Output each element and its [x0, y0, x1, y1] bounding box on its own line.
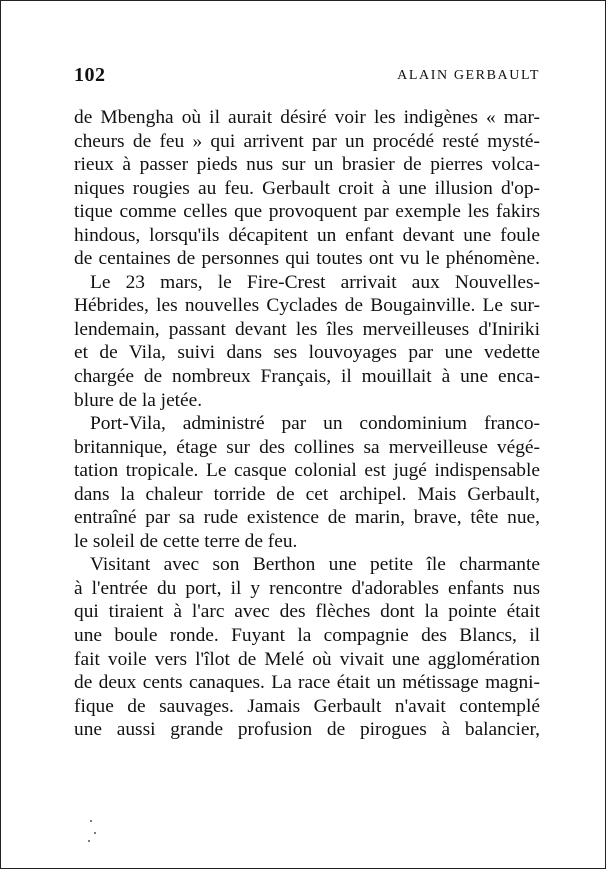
page-number: 102: [74, 64, 106, 86]
text-line: qui tiraient à l'arc avec des flèches dont la pointe était: [74, 601, 540, 623]
text-line: une aussi grande profusion de pirogues à balancier,: [74, 719, 540, 741]
text-line: rieux à passer pieds nus sur un brasier de pierres volca-: [74, 154, 540, 176]
text-line: niques rougies au feu. Gerbault croit à une illusion d'op-: [74, 177, 540, 199]
text-line: Visitant avec son Berthon une petite île charmante: [90, 554, 540, 576]
running-head: ALAIN GERBAULT: [397, 68, 540, 83]
paragraph-4: [74, 553, 540, 741]
text-line: fait voile vers l'îlot de Melé où vivait une agglomération: [74, 648, 540, 670]
text-line: britannique, étage sur des collines sa merveilleuse végé-: [74, 436, 540, 458]
text-line: de Mbengha où il aurait désiré voir les indigènes « mar-: [74, 107, 540, 128]
paragraph-3: [74, 412, 540, 553]
text-line: chargée de nombreux Français, il mouillait à une enca-: [74, 366, 540, 388]
text-line: tation tropicale. Le casque colonial est jugé indispensable: [74, 460, 540, 482]
text-line: Hébrides, les nouvelles Cyclades de Bougainville. Le sur-: [74, 295, 540, 317]
text-line: le soleil de cette terre de feu.: [74, 530, 298, 552]
scan-speck: [90, 820, 92, 822]
text-line: Le 23 mars, le Fire-Crest arrivait aux Nouvelles-: [90, 271, 540, 293]
text-line: tique comme celles que provoquent par exemple les fakirs: [74, 201, 540, 223]
text-line: une boule ronde. Fuyant la compagnie des Blancs, il: [74, 625, 540, 647]
text-line: à l'entrée du port, il y rencontre d'adorables enfants nus: [74, 577, 540, 599]
text-line: fique de sauvages. Jamais Gerbault n'avait contemplé: [74, 695, 540, 717]
text-line: de deux cents canaques. La race était un métissage magni-: [74, 672, 540, 694]
text-line: de centaines de personnes qui toutes ont vu le phénomène.: [74, 248, 540, 270]
page-header: [74, 64, 540, 88]
text-line: lendemain, passant devant les îles merveilleuses d'Iniriki: [74, 318, 540, 340]
text-line: blure de la jetée.: [74, 389, 203, 411]
text-line: entraîné par sa rude existence de marin, brave, tête nue,: [74, 507, 540, 529]
text-line: et de Vila, suivi dans ses louvoyages par une vedette: [74, 342, 540, 364]
paragraph-1: [74, 106, 540, 271]
scan-speck: [88, 840, 90, 842]
scan-specks: [88, 818, 98, 844]
body-text: [74, 106, 540, 742]
text-line: hindous, lorsqu'ils décapitent un enfant devant une foule: [74, 224, 540, 246]
scan-speck: [94, 832, 96, 834]
text-line: Port-Vila, administré par un condominium franco-: [90, 413, 540, 435]
text-line: cheurs de feu » qui arrivent par un procédé resté mysté-: [74, 130, 540, 152]
paragraph-2: [74, 271, 540, 412]
text-line: dans la chaleur torride de cet archipel. Mais Gerbault,: [74, 483, 540, 505]
